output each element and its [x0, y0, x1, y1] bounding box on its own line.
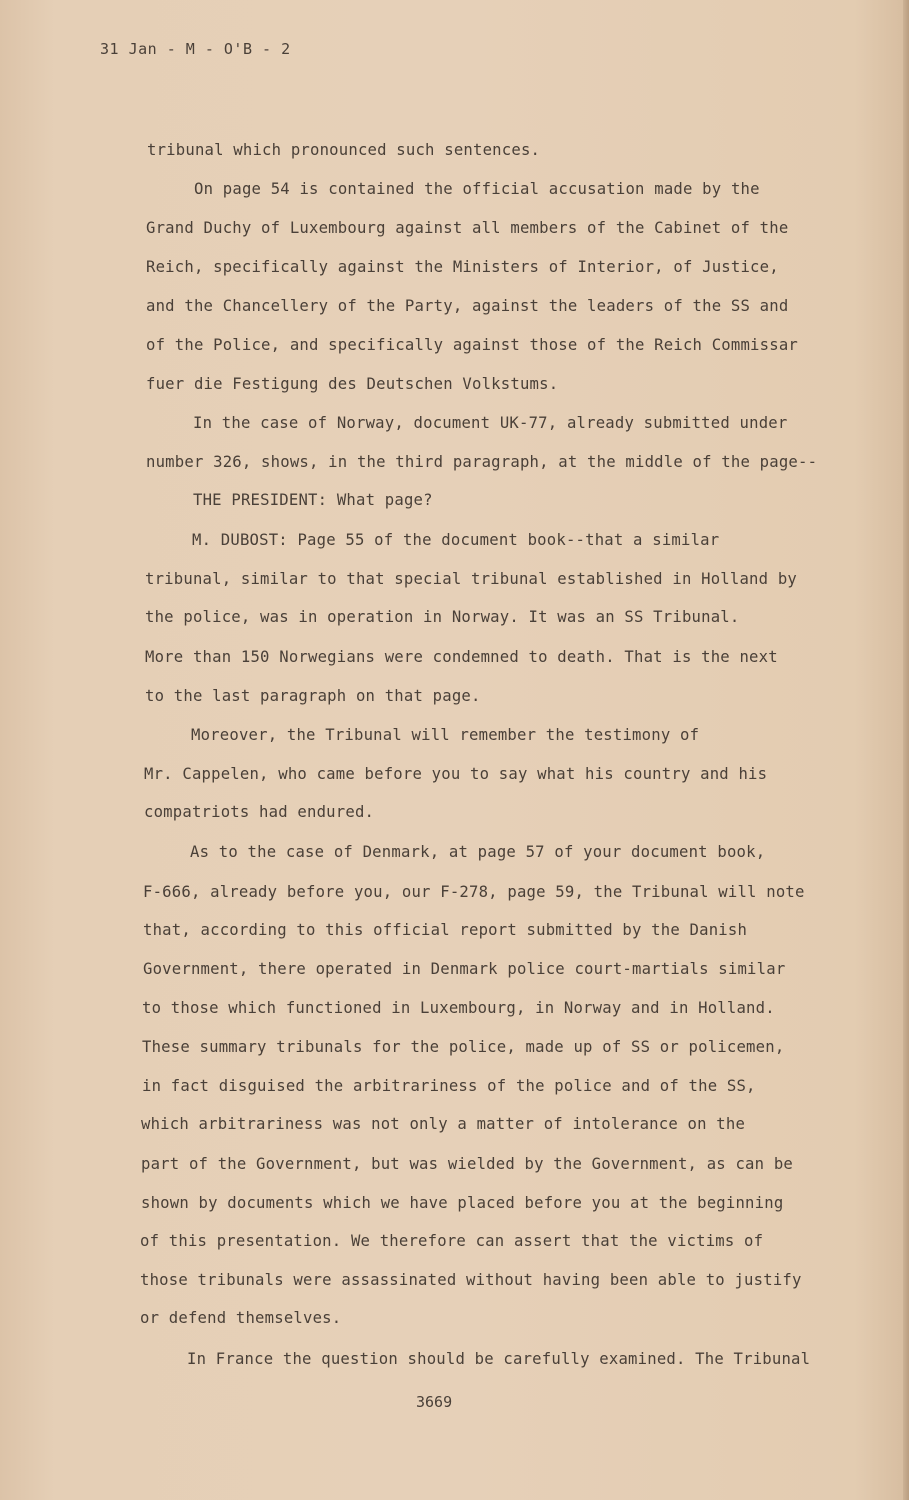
text-line: In the case of Norway, document UK-77, already submitted under: [193, 414, 788, 432]
text-line: As to the case of Denmark, at page 57 of your document book,: [190, 843, 766, 861]
text-line: These summary tribunals for the police, made up of SS or policemen,: [142, 1038, 785, 1056]
page-edge: [903, 0, 909, 1500]
text-line: part of the Government, but was wielded by the Government, as can be: [141, 1155, 793, 1173]
text-line: F-666, already before you, our F-278, page 59, the Tribunal will note: [143, 883, 805, 901]
text-line: More than 150 Norwegians were condemned to death. That is the next: [145, 648, 778, 666]
text-line: of the Police, and specifically against those of the Reich Commissar: [146, 336, 798, 354]
text-line: tribunal, similar to that special tribunal established in Holland by: [145, 570, 797, 588]
text-line: number 326, shows, in the third paragraph, at the middle of the page--: [146, 453, 818, 471]
page-number: 3669: [416, 1393, 453, 1411]
text-line: Grand Duchy of Luxembourg against all members of the Cabinet of the: [146, 219, 789, 237]
text-line: those tribunals were assassinated without having been able to justify: [140, 1271, 802, 1289]
text-line: to the last paragraph on that page.: [145, 687, 481, 705]
text-line: or defend themselves.: [140, 1309, 342, 1327]
text-line: the police, was in operation in Norway. It was an SS Tribunal.: [145, 608, 740, 626]
text-line: that, according to this official report submitted by the Danish: [143, 921, 748, 939]
text-line: in fact disguised the arbitrariness of the police and of the SS,: [142, 1077, 756, 1095]
text-line: Reich, specifically against the Ministers of Interior, of Justice,: [146, 258, 779, 276]
text-line: tribunal which pronounced such sentences.: [147, 141, 541, 159]
text-line: of this presentation. We therefore can assert that the victims of: [140, 1232, 764, 1250]
text-line: and the Chancellery of the Party, against the leaders of the SS and: [146, 297, 789, 315]
page-header: 31 Jan - M - O'B - 2: [100, 40, 291, 58]
text-line: THE PRESIDENT: What page?: [193, 491, 433, 509]
text-line: On page 54 is contained the official accusation made by the: [194, 180, 760, 198]
text-line: Government, there operated in Denmark police court-martials similar: [143, 960, 786, 978]
text-line: which arbitrariness was not only a matter of intolerance on the: [141, 1115, 746, 1133]
text-line: to those which functioned in Luxembourg, in Norway and in Holland.: [142, 999, 775, 1017]
text-line: shown by documents which we have placed before you at the beginning: [141, 1194, 784, 1212]
text-line: compatriots had endured.: [144, 803, 375, 821]
text-line: fuer die Festigung des Deutschen Volkstums.: [146, 375, 559, 393]
text-line: Moreover, the Tribunal will remember the testimony of: [191, 726, 700, 744]
text-line: Mr. Cappelen, who came before you to say what his country and his: [144, 765, 768, 783]
text-line: M. DUBOST: Page 55 of the document book--that a similar: [192, 531, 720, 549]
text-line: In France the question should be carefully examined. The Tribunal: [187, 1350, 811, 1368]
